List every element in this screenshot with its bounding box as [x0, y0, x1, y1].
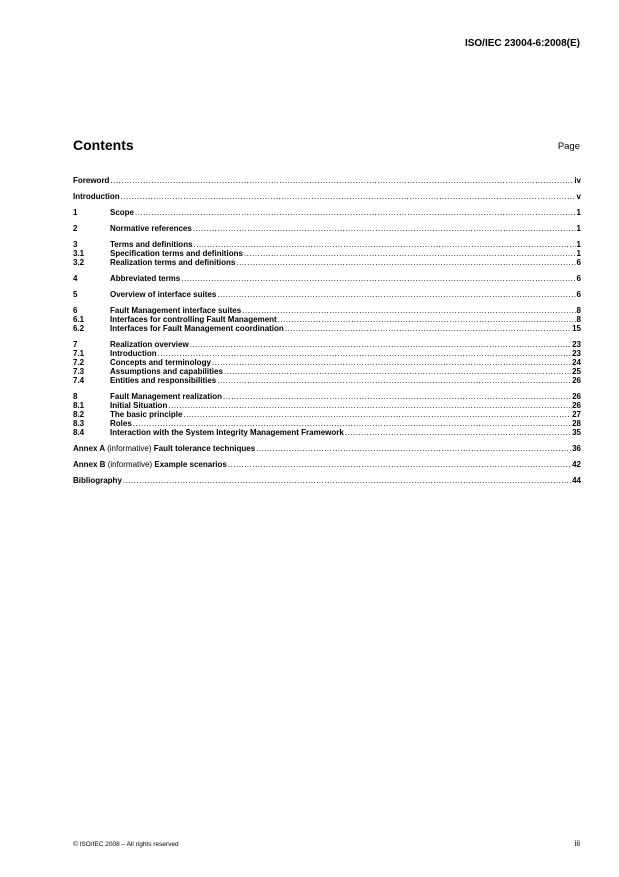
toc-title: Abbreviated terms — [110, 274, 181, 283]
toc-number: 8.4 — [73, 428, 85, 437]
toc-entry-8-1[interactable] — [73, 401, 581, 410]
toc-page: 6 — [576, 274, 581, 283]
dot-leader — [242, 306, 575, 315]
toc-title: The basic principle — [110, 410, 183, 419]
toc-title: Concepts and terminology — [110, 358, 211, 367]
dot-leader — [223, 392, 571, 401]
toc-page: 26 — [572, 392, 581, 401]
toc-entry-1[interactable] — [73, 208, 581, 217]
toc-title — [73, 460, 227, 469]
footer-page-number: iii — [574, 839, 580, 848]
toc-number: 6.2 — [73, 324, 85, 333]
toc-number: 1 — [73, 208, 78, 217]
toc-number: 6.1 — [73, 315, 85, 324]
toc-entry-foreword[interactable] — [73, 176, 581, 185]
toc-number: 3 — [73, 240, 78, 249]
toc-entry-7-1[interactable] — [73, 349, 581, 358]
dot-leader — [212, 358, 571, 367]
dot-leader — [123, 476, 571, 485]
toc-page: 6 — [576, 290, 581, 299]
footer-copyright: © ISO/IEC 2008 – All rights reserved — [73, 841, 179, 848]
toc-page: 1 — [576, 249, 581, 258]
toc-page: 23 — [572, 340, 581, 349]
toc-entry-annex-b[interactable] — [73, 460, 581, 469]
toc-page: 42 — [572, 460, 581, 469]
toc-number: 7.2 — [73, 358, 85, 367]
toc-page: 28 — [572, 419, 581, 428]
toc-number: 6 — [73, 306, 78, 315]
toc-page: 1 — [576, 208, 581, 217]
dot-leader — [158, 349, 571, 358]
toc-title: Introduction — [110, 349, 157, 358]
toc-page: 44 — [572, 476, 581, 485]
dot-leader — [193, 224, 576, 233]
toc-title: Terms and definitions — [110, 240, 193, 249]
dot-leader — [181, 274, 575, 283]
toc-entry-4[interactable] — [73, 274, 581, 283]
toc-number: 5 — [73, 290, 78, 299]
annex-title: Example scenarios — [154, 460, 227, 469]
toc-number: 3.1 — [73, 249, 85, 258]
toc-entry-6-1[interactable] — [73, 315, 581, 324]
toc-page: 1 — [576, 224, 581, 233]
toc-number: 8.1 — [73, 401, 85, 410]
toc-entry-3-1[interactable] — [73, 249, 581, 258]
toc-page: 15 — [572, 324, 581, 333]
document-id: ISO/IEC 23004-6:2008(E) — [464, 38, 580, 49]
toc-number: 4 — [73, 274, 78, 283]
toc-entry-6[interactable] — [73, 306, 581, 315]
annex-qualifier: (informative) — [107, 444, 152, 453]
toc-number: 3.2 — [73, 258, 85, 267]
toc-entry-7[interactable] — [73, 340, 581, 349]
dot-leader — [244, 249, 576, 258]
page-column-label: Page — [557, 141, 580, 152]
dot-leader — [217, 376, 571, 385]
toc-page: 26 — [572, 376, 581, 385]
toc-title: Roles — [110, 419, 132, 428]
toc-entry-3[interactable] — [73, 240, 581, 249]
toc-page: 24 — [572, 358, 581, 367]
toc-entry-6-2[interactable] — [73, 324, 581, 333]
toc-number: 7 — [73, 340, 78, 349]
toc-page: 36 — [572, 444, 581, 453]
toc-title — [73, 444, 255, 453]
toc-title: Specification terms and definitions — [110, 249, 243, 258]
dot-leader — [228, 460, 571, 469]
dot-leader — [168, 401, 571, 410]
annex-label: Annex A — [73, 444, 105, 453]
dot-leader — [183, 410, 571, 419]
toc-entry-7-4[interactable] — [73, 376, 581, 385]
page-title: Contents — [73, 137, 134, 153]
toc-entry-bibliography[interactable] — [73, 476, 581, 485]
dot-leader — [135, 208, 576, 217]
toc-title: Overview of interface suites — [110, 290, 217, 299]
toc-title: Realization overview — [110, 340, 189, 349]
toc-entry-introduction[interactable] — [73, 192, 581, 201]
toc-title: Bibliography — [73, 476, 122, 485]
toc-title: Normative references — [110, 224, 192, 233]
table-of-contents — [73, 176, 581, 485]
toc-number: 7.4 — [73, 376, 85, 385]
toc-title: Initial Situation — [110, 401, 168, 410]
toc-page: iv — [574, 176, 581, 185]
toc-title: Interfaces for Fault Management coordination — [110, 324, 284, 333]
toc-page: 25 — [572, 367, 581, 376]
toc-entry-8-2[interactable] — [73, 410, 581, 419]
toc-page: 27 — [572, 410, 581, 419]
annex-title: Fault tolerance techniques — [153, 444, 256, 453]
dot-leader — [190, 340, 571, 349]
dot-leader — [194, 240, 576, 249]
toc-page: 26 — [572, 401, 581, 410]
toc-title: Fault Management interface suites — [110, 306, 242, 315]
toc-number: 8 — [73, 392, 78, 401]
toc-title: Assumptions and capabilities — [110, 367, 223, 376]
toc-title: Fault Management realization — [110, 392, 223, 401]
dot-leader — [224, 367, 571, 376]
toc-title: Interfaces for controlling Fault Management — [110, 315, 277, 324]
toc-page: 1 — [576, 240, 581, 249]
toc-number: 8.3 — [73, 419, 85, 428]
dot-leader — [345, 428, 571, 437]
toc-title: Realization terms and definitions — [110, 258, 236, 267]
toc-title: Introduction — [73, 192, 120, 201]
dot-leader — [236, 258, 575, 267]
toc-title: Entities and responsibilities — [110, 376, 217, 385]
toc-entry-annex-a[interactable] — [73, 444, 581, 453]
toc-title: Scope — [110, 208, 135, 217]
toc-page: 8 — [576, 306, 581, 315]
toc-entry-8-3[interactable] — [73, 419, 581, 428]
annex-label: Annex B — [73, 460, 106, 469]
toc-page: 23 — [572, 349, 581, 358]
toc-title: Interaction with the System Integrity Management Framework — [110, 428, 344, 437]
toc-page: 8 — [576, 315, 581, 324]
toc-page: v — [576, 192, 581, 201]
toc-number: 7.3 — [73, 367, 85, 376]
toc-entry-7-2[interactable] — [73, 358, 581, 367]
toc-page: 35 — [572, 428, 581, 437]
toc-entry-8[interactable] — [73, 392, 581, 401]
annex-qualifier: (informative) — [107, 460, 153, 469]
toc-number: 7.1 — [73, 349, 85, 358]
toc-number: 8.2 — [73, 410, 85, 419]
toc-title: Foreword — [73, 176, 110, 185]
dot-leader — [285, 324, 571, 333]
dot-leader — [133, 419, 571, 428]
toc-entry-7-3[interactable] — [73, 367, 581, 376]
dot-leader — [121, 192, 576, 201]
toc-page: 6 — [576, 258, 581, 267]
dot-leader — [278, 315, 576, 324]
toc-entry-5[interactable] — [73, 290, 581, 299]
dot-leader — [217, 290, 575, 299]
toc-number: 2 — [73, 224, 78, 233]
toc-entry-8-4[interactable] — [73, 428, 581, 437]
toc-entry-3-2[interactable] — [73, 258, 581, 267]
toc-entry-2[interactable] — [73, 224, 581, 233]
dot-leader — [256, 444, 571, 453]
dot-leader — [110, 176, 573, 185]
